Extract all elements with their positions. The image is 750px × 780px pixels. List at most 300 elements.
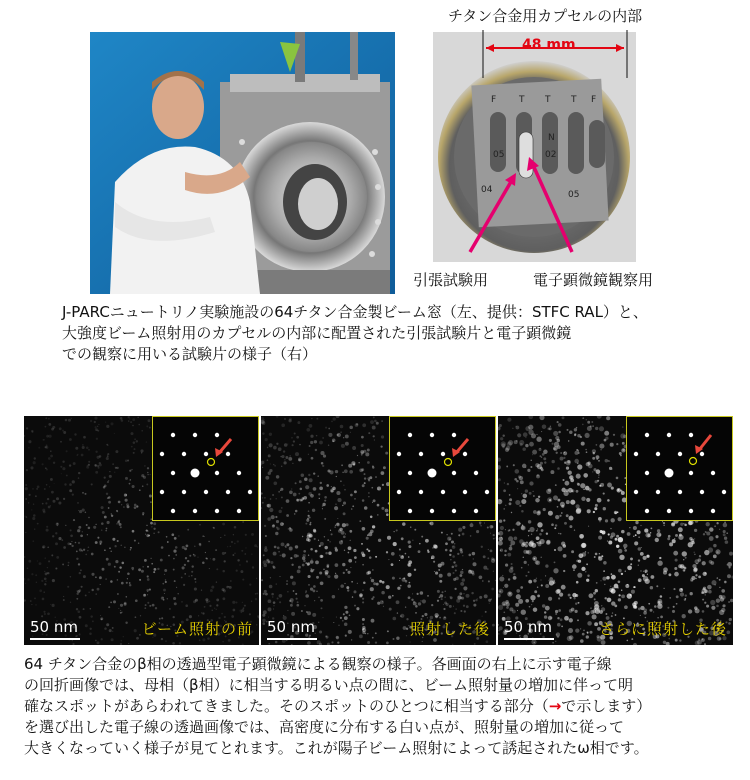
tem-speckle bbox=[517, 610, 518, 611]
tem-speckle bbox=[391, 552, 395, 556]
diffraction-spot bbox=[463, 452, 467, 456]
tem-speckle bbox=[521, 493, 522, 494]
tem-speckle bbox=[621, 595, 625, 599]
tem-speckle bbox=[386, 551, 388, 553]
tem-speckle bbox=[298, 493, 300, 495]
tem-speckle bbox=[527, 469, 530, 472]
tem-speckle bbox=[321, 462, 324, 465]
tem-speckle bbox=[97, 588, 100, 591]
tem-speckle bbox=[309, 523, 311, 525]
tem-speckle bbox=[48, 423, 51, 426]
tem-speckle bbox=[120, 526, 122, 528]
tem-speckle bbox=[303, 550, 306, 553]
tem-speckle bbox=[52, 500, 55, 503]
tem-speckle bbox=[140, 615, 141, 616]
tem-speckle bbox=[46, 529, 49, 532]
tem-speckle bbox=[342, 523, 346, 527]
tem-speckle bbox=[618, 517, 622, 521]
tem-speckle bbox=[640, 570, 641, 571]
tem-speckle bbox=[94, 426, 96, 428]
tem-speckle bbox=[690, 592, 693, 595]
diffraction-spot bbox=[419, 490, 423, 494]
tem-speckle bbox=[564, 616, 569, 621]
tem-speckle bbox=[393, 542, 397, 546]
tem-speckle bbox=[30, 466, 33, 469]
tem-speckle bbox=[310, 569, 313, 572]
tem-speckle bbox=[155, 607, 157, 609]
tem-speckle bbox=[299, 480, 302, 483]
tem-speckle bbox=[58, 537, 61, 540]
tem-speckle bbox=[362, 623, 364, 625]
tem-speckle bbox=[44, 583, 46, 585]
tem-speckle bbox=[236, 570, 238, 572]
tem-speckle bbox=[163, 599, 165, 601]
tem-speckle bbox=[443, 608, 445, 610]
diffraction-spot bbox=[171, 433, 175, 437]
tem-speckle bbox=[713, 544, 716, 547]
tem-speckle bbox=[316, 591, 318, 593]
tem-speckle bbox=[65, 419, 68, 422]
tem-speckle bbox=[678, 535, 683, 540]
tem-speckle bbox=[74, 433, 76, 435]
tem-speckle bbox=[120, 417, 123, 420]
tem-speckle bbox=[269, 443, 273, 447]
tem-speckle bbox=[408, 596, 411, 599]
tem-speckle bbox=[83, 575, 86, 578]
tem-speckle bbox=[129, 582, 131, 584]
tem-speckle bbox=[104, 627, 107, 630]
tem-speckle bbox=[592, 425, 594, 427]
tem-speckle bbox=[362, 631, 365, 634]
tem-speckle bbox=[446, 534, 447, 535]
tem-speckle bbox=[555, 610, 558, 613]
tem-speckle bbox=[375, 556, 377, 558]
tem-speckle bbox=[715, 535, 718, 538]
tem-speckle bbox=[726, 630, 730, 634]
svg-text:05: 05 bbox=[568, 190, 580, 200]
tem-speckle bbox=[535, 498, 540, 503]
tem-speckle bbox=[164, 569, 167, 572]
tem-speckle bbox=[438, 563, 442, 567]
tem-speckle bbox=[577, 483, 580, 486]
tem-speckle bbox=[371, 579, 374, 582]
tem-speckle bbox=[588, 526, 589, 527]
tem-speckle bbox=[308, 492, 312, 496]
tem-speckle bbox=[370, 587, 374, 591]
tem-speckle bbox=[36, 582, 37, 583]
tem-speckle bbox=[611, 518, 615, 522]
tem-speckle bbox=[60, 441, 62, 443]
tem-speckle bbox=[684, 524, 687, 527]
tem-speckle bbox=[633, 536, 634, 537]
tem-speckle bbox=[72, 480, 75, 483]
tem-speckle bbox=[505, 529, 506, 530]
diffraction-spot bbox=[474, 471, 478, 475]
tem-speckle bbox=[275, 532, 278, 535]
tem-speckle bbox=[42, 503, 44, 505]
tem-speckle bbox=[490, 550, 493, 553]
tem-speckle bbox=[34, 457, 36, 459]
tem-speckle bbox=[106, 444, 108, 446]
tem-speckle bbox=[566, 466, 569, 469]
tem-speckle bbox=[594, 601, 599, 606]
top-annotation-layer bbox=[0, 0, 750, 300]
tem-speckle bbox=[729, 552, 733, 556]
tem-speckle bbox=[645, 572, 647, 574]
tem-speckle bbox=[553, 581, 556, 584]
svg-text:T: T bbox=[519, 95, 525, 105]
tem-speckle bbox=[520, 480, 524, 484]
tem-speckle bbox=[521, 543, 525, 547]
tem-speckle bbox=[298, 566, 301, 569]
svg-text:04: 04 bbox=[481, 185, 493, 195]
tem-speckle bbox=[308, 539, 311, 542]
tem-speckle bbox=[264, 546, 267, 549]
tem-speckle bbox=[129, 483, 131, 485]
tem-speckle bbox=[644, 529, 648, 533]
tem-speckle bbox=[134, 540, 136, 542]
tem-speckle bbox=[366, 548, 368, 550]
tem-speckle bbox=[330, 530, 331, 531]
tem-speckle bbox=[543, 508, 546, 511]
tem-speckle bbox=[79, 633, 81, 635]
tem-speckle bbox=[356, 607, 359, 610]
tem-speckle bbox=[57, 525, 58, 526]
tem-speckle bbox=[449, 538, 451, 540]
tem-speckle bbox=[567, 429, 569, 431]
tem-speckle bbox=[561, 512, 563, 514]
tem-speckle bbox=[127, 459, 129, 461]
tem-speckle bbox=[485, 611, 487, 613]
tem-speckle bbox=[94, 417, 97, 420]
tem-speckle bbox=[365, 452, 369, 456]
tem-speckle bbox=[100, 584, 101, 585]
tem-speckle bbox=[310, 560, 314, 564]
tem-speckle bbox=[452, 566, 455, 569]
tem-speckle bbox=[590, 610, 594, 614]
tem-speckle bbox=[128, 416, 130, 418]
tem-speckle bbox=[149, 605, 151, 607]
tem-speckle bbox=[367, 641, 370, 644]
tem-speckle bbox=[583, 630, 585, 632]
tem-speckle bbox=[55, 532, 57, 534]
tem-speckle bbox=[276, 527, 278, 529]
tem-speckle bbox=[53, 462, 55, 464]
stage-label: 照射した後 bbox=[409, 620, 490, 638]
tem-speckle bbox=[316, 576, 319, 579]
diffraction-spot bbox=[419, 452, 423, 456]
tem-speckle bbox=[374, 439, 375, 440]
tem-speckle bbox=[596, 582, 598, 584]
tem-speckle bbox=[420, 591, 424, 595]
stage-label: ビーム照射の前 bbox=[141, 620, 253, 638]
tem-speckle bbox=[322, 617, 323, 618]
tem-speckle bbox=[499, 576, 504, 581]
tem-speckle bbox=[297, 570, 301, 574]
tem-speckle bbox=[473, 604, 476, 607]
tem-speckle bbox=[556, 452, 558, 454]
tem-speckle bbox=[666, 642, 670, 645]
tem-speckle bbox=[270, 561, 273, 564]
tem-speckle bbox=[598, 556, 601, 559]
tem-speckle bbox=[567, 619, 568, 620]
tem-speckle bbox=[466, 594, 470, 598]
tem-speckle bbox=[421, 536, 423, 538]
tem-speckle bbox=[291, 602, 293, 604]
tem-speckle bbox=[471, 522, 472, 523]
tem-speckle bbox=[120, 612, 122, 614]
tem-speckle bbox=[315, 449, 317, 451]
tem-speckle bbox=[70, 602, 71, 603]
tem-speckle bbox=[477, 598, 478, 599]
tem-speckle bbox=[150, 522, 153, 525]
tem-speckle bbox=[547, 497, 552, 502]
tem-speckle bbox=[362, 499, 365, 502]
tem-speckle bbox=[285, 545, 287, 547]
tem-speckle bbox=[529, 442, 534, 447]
tem-speckle bbox=[533, 495, 535, 497]
tem-speckle bbox=[470, 523, 474, 527]
tem-speckle bbox=[352, 505, 354, 507]
tem-speckle bbox=[120, 640, 122, 642]
tem-speckle bbox=[75, 542, 77, 544]
tem-speckle bbox=[295, 482, 297, 484]
tem-speckle bbox=[114, 545, 116, 547]
tem-speckle bbox=[563, 544, 567, 548]
tem-speckle bbox=[70, 529, 72, 531]
tem-speckle bbox=[347, 589, 349, 591]
tem-speckle bbox=[695, 559, 700, 564]
tem-speckle bbox=[650, 527, 652, 529]
tem-speckle bbox=[117, 521, 120, 524]
tem-speckle bbox=[99, 455, 102, 458]
tem-speckle bbox=[284, 461, 287, 464]
tem-speckle bbox=[269, 585, 273, 589]
tem-speckle bbox=[586, 462, 590, 466]
tem-speckle bbox=[151, 558, 152, 559]
tem-speckle bbox=[445, 549, 448, 552]
tem-speckle bbox=[672, 610, 675, 613]
tem-speckle bbox=[588, 593, 593, 598]
tem-speckle bbox=[77, 454, 78, 455]
tem-speckle bbox=[286, 547, 287, 548]
tem-speckle bbox=[276, 584, 277, 585]
tem-speckle bbox=[504, 482, 505, 483]
tem-speckle bbox=[558, 533, 559, 534]
tem-speckle bbox=[212, 610, 213, 611]
tem-speckle bbox=[212, 527, 214, 529]
tem-speckle bbox=[382, 484, 384, 486]
tem-speckle bbox=[340, 617, 342, 619]
tem-speckle bbox=[321, 607, 323, 609]
tem-speckle bbox=[317, 475, 319, 477]
tem-speckle bbox=[152, 604, 155, 607]
tem-speckle bbox=[216, 581, 217, 582]
tem-speckle bbox=[361, 543, 363, 545]
tem-speckle bbox=[659, 557, 661, 559]
tem-speckle bbox=[47, 498, 49, 500]
tem-speckle bbox=[561, 488, 565, 492]
tem-speckle bbox=[287, 591, 288, 592]
tem-speckle bbox=[101, 638, 103, 640]
tem-speckle bbox=[521, 567, 523, 569]
tem-speckle bbox=[703, 533, 705, 535]
tem-speckle bbox=[529, 492, 532, 495]
tem-speckle bbox=[47, 567, 48, 568]
tem-speckle bbox=[533, 579, 536, 582]
tem-speckle bbox=[349, 530, 352, 533]
red-arrow-icon: → bbox=[548, 697, 562, 715]
tem-speckle bbox=[306, 428, 310, 432]
tem-speckle bbox=[216, 609, 217, 610]
tem-speckle bbox=[95, 640, 97, 642]
tem-speckle bbox=[724, 537, 727, 540]
tem-speckle bbox=[583, 417, 584, 418]
tem-speckle bbox=[516, 480, 519, 483]
tem-speckle bbox=[264, 525, 266, 527]
tem-speckle bbox=[141, 570, 144, 573]
tem-speckle bbox=[694, 606, 697, 609]
tem-speckle bbox=[460, 610, 462, 612]
tem-speckle bbox=[305, 485, 309, 489]
tem-speckle bbox=[47, 546, 49, 548]
tem-speckle bbox=[604, 584, 605, 585]
tem-speckle bbox=[58, 501, 61, 504]
tem-speckle bbox=[719, 529, 720, 530]
tem-speckle bbox=[154, 568, 157, 571]
tem-speckle bbox=[28, 560, 31, 563]
tem-speckle bbox=[234, 553, 235, 554]
diffraction-spot bbox=[634, 452, 638, 456]
capsule-title: チタン合金用カプセルの内部 bbox=[448, 7, 643, 25]
tem-speckle bbox=[232, 554, 234, 556]
tem-speckle bbox=[95, 524, 96, 525]
tem-speckle bbox=[101, 530, 102, 531]
tem-speckle bbox=[598, 536, 602, 540]
tem-speckle bbox=[592, 471, 593, 472]
diffraction-spot bbox=[193, 433, 197, 437]
tem-speckle bbox=[723, 604, 726, 607]
tem-speckle bbox=[612, 612, 613, 613]
tem-speckle bbox=[596, 608, 600, 612]
tem-speckle bbox=[127, 572, 130, 575]
tem-speckle bbox=[336, 636, 339, 639]
tem-speckle bbox=[110, 602, 112, 604]
tem-speckle bbox=[199, 544, 201, 546]
tem-speckle bbox=[367, 461, 370, 464]
caption-text: で示します） bbox=[561, 697, 652, 715]
tem-speckle bbox=[702, 599, 704, 601]
tem-speckle bbox=[278, 491, 280, 493]
tem-speckle bbox=[579, 534, 584, 539]
scale-bar-label: 50 nm bbox=[504, 618, 552, 636]
tem-speckle bbox=[263, 554, 265, 556]
tem-speckle bbox=[545, 606, 550, 611]
tem-speckle bbox=[251, 553, 253, 555]
tem-speckle bbox=[276, 520, 279, 523]
tem-speckle bbox=[24, 516, 25, 517]
diffraction-spot bbox=[215, 471, 219, 475]
tem-speckle bbox=[299, 499, 300, 500]
tem-speckle bbox=[308, 575, 311, 578]
tem-speckle bbox=[674, 567, 677, 570]
tem-speckle bbox=[463, 593, 464, 594]
tem-speckle bbox=[728, 622, 731, 625]
tem-speckle bbox=[676, 603, 678, 605]
tem-speckle bbox=[516, 594, 521, 599]
tem-speckle bbox=[270, 498, 272, 500]
tem-speckle bbox=[45, 426, 47, 428]
tem-speckle bbox=[581, 567, 585, 571]
tem-speckle bbox=[78, 472, 80, 474]
tem-speckle bbox=[709, 536, 714, 541]
tem-speckle bbox=[586, 498, 590, 502]
tem-speckle bbox=[443, 604, 444, 605]
tem-speckle bbox=[456, 609, 457, 610]
tem-speckle bbox=[56, 497, 59, 500]
tem-speckle bbox=[24, 578, 25, 581]
tem-speckle bbox=[445, 591, 446, 592]
tem-speckle bbox=[609, 467, 612, 470]
bottom-caption-line: の回折画像では、母相（β相）に相当する明るい点の間に、ビーム照射量の増加に伴って明 bbox=[24, 676, 633, 694]
tem-speckle bbox=[167, 598, 168, 599]
diffraction-spot bbox=[226, 452, 230, 456]
tem-speckle bbox=[567, 636, 572, 641]
tem-speckle bbox=[142, 566, 144, 568]
tem-panel-before bbox=[24, 416, 259, 645]
tem-speckle bbox=[107, 497, 109, 499]
tem-speckle bbox=[522, 525, 524, 527]
tem-speckle bbox=[361, 444, 364, 447]
tem-speckle bbox=[78, 477, 79, 478]
tem-speckle bbox=[719, 595, 723, 599]
tem-speckle bbox=[355, 423, 359, 427]
tem-speckle bbox=[314, 600, 315, 601]
tem-speckle bbox=[449, 549, 452, 552]
tem-speckle bbox=[685, 594, 687, 596]
tem-speckle bbox=[25, 583, 26, 584]
tem-speckle bbox=[545, 584, 549, 588]
tem-speckle bbox=[454, 612, 456, 614]
tem-speckle bbox=[182, 546, 185, 549]
tem-speckle bbox=[710, 600, 715, 605]
tem-speckle bbox=[168, 555, 170, 557]
tem-speckle bbox=[291, 612, 295, 616]
tem-speckle bbox=[564, 522, 567, 525]
tem-speckle bbox=[528, 425, 533, 430]
diffraction-spot bbox=[689, 471, 693, 475]
tem-speckle bbox=[90, 628, 92, 630]
tem-speckle bbox=[120, 604, 123, 607]
tem-speckle bbox=[595, 427, 598, 430]
tem-speckle bbox=[210, 589, 213, 592]
tem-speckle bbox=[463, 586, 467, 590]
diffraction-spot bbox=[215, 509, 219, 513]
tem-speckle bbox=[498, 633, 500, 635]
tem-speckle bbox=[622, 442, 625, 445]
tem-speckle bbox=[726, 532, 728, 534]
tem-speckle bbox=[592, 614, 597, 619]
tem-speckle bbox=[402, 522, 405, 525]
tem-speckle bbox=[184, 573, 186, 575]
tem-speckle bbox=[262, 432, 264, 434]
tem-speckle bbox=[491, 588, 494, 591]
tem-speckle bbox=[506, 606, 509, 609]
tem-speckle bbox=[209, 568, 210, 569]
tem-speckle bbox=[359, 635, 363, 639]
tem-speckle bbox=[627, 640, 629, 642]
tem-speckle bbox=[555, 613, 557, 615]
